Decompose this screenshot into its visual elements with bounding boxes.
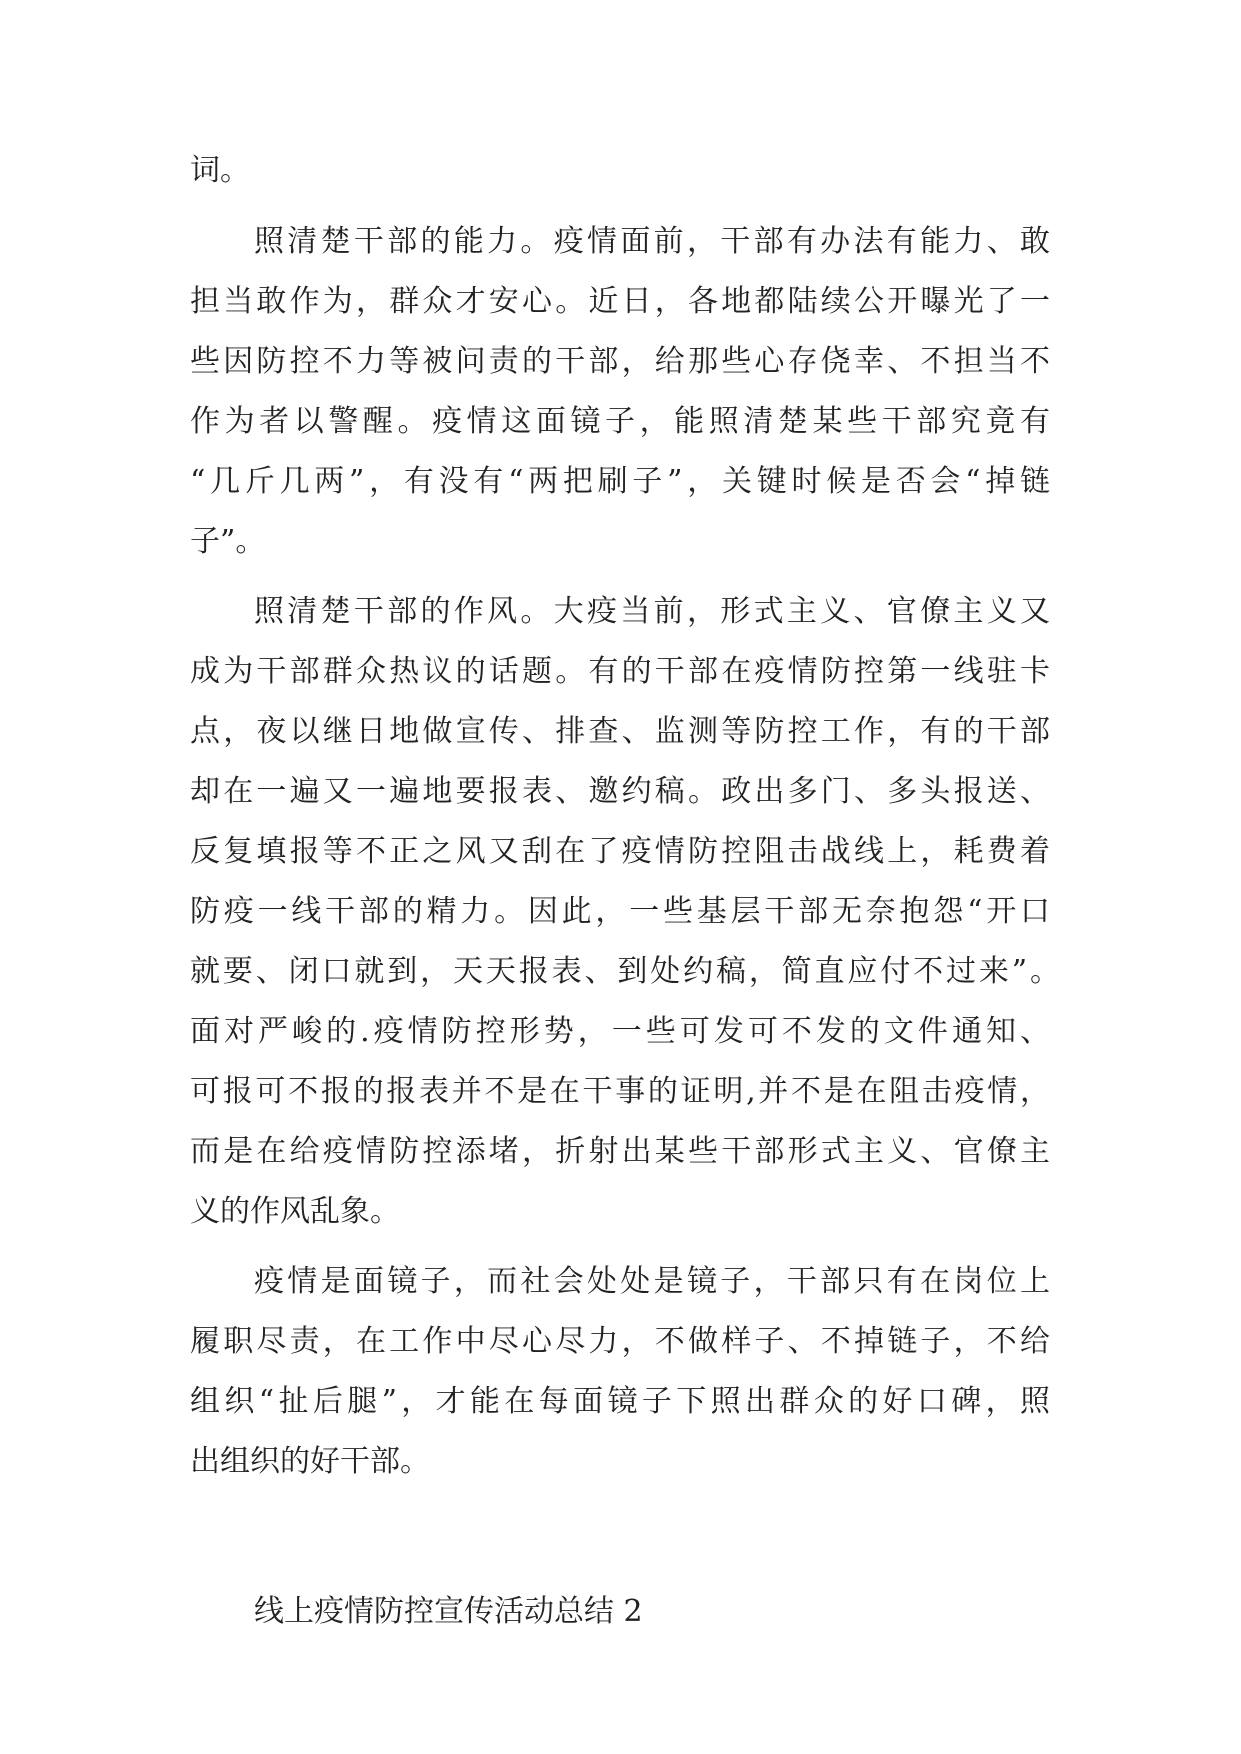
line-text: 出组织的好干部。: [190, 1444, 430, 1479]
text-line: [0, 884, 1241, 940]
text-line: [0, 1124, 1241, 1180]
text-line: [0, 1434, 1241, 1490]
text-line: [0, 143, 1241, 199]
text-line: [0, 514, 1241, 570]
text-line: [0, 704, 1241, 760]
line-text: “几斤几两”，有没有“两把刷子”，关键时候是否会“掉链: [190, 464, 1055, 499]
text-line: [0, 1254, 1241, 1310]
line-text: 担当敢作为，群众才安心。近日，各地都陆续公开曝光了一: [190, 284, 1054, 319]
text-line: [0, 944, 1241, 1000]
line-text: 作为者以警醒。疫情这面镜子，能照清楚某些干部究竟有: [190, 404, 1055, 439]
line-text: 可报可不报的报表并不是在干事的证明,并不是在阻击疫情，: [190, 1074, 1053, 1109]
text-line: [0, 1004, 1241, 1060]
text-line: [0, 764, 1241, 820]
line-text: 点，夜以继日地做宣传、排查、监测等防控工作，有的干部: [190, 714, 1054, 749]
text-line: [0, 394, 1241, 450]
line-text: 防疫一线干部的精力。因此，一些基层干部无奈抱怨“开口: [190, 894, 1054, 929]
line-text: 照清楚干部的作风。大疫当前，形式主义、官僚主义又: [254, 594, 1054, 629]
text-line: [0, 454, 1241, 510]
line-text: 成为干部群众热议的话题。有的干部在疫情防控第一线驻卡: [190, 654, 1054, 689]
line-text: 就要、闭口就到，天天报表、到处约稿，简直应付不过来”。: [190, 954, 1063, 989]
line-text: 词。: [190, 153, 250, 188]
text-line: [0, 644, 1241, 700]
text-line: [0, 214, 1241, 270]
text-line: [0, 334, 1241, 390]
text-line: [0, 274, 1241, 330]
text-line: [0, 1064, 1241, 1120]
line-text: 面对严峻的.疫情防控形势，一些可发可不发的文件通知、: [190, 1014, 1055, 1049]
line-text: 却在一遍又一遍地要报表、邀约稿。政出多门、多头报送、: [190, 774, 1054, 809]
text-line: [0, 824, 1241, 880]
line-text: 组织“扯后腿”，才能在每面镜子下照出群众的好口碑，照: [190, 1384, 1055, 1419]
text-line: [0, 1184, 1241, 1240]
line-text: 些因防控不力等被问责的干部，给那些心存侥幸、不担当不: [190, 344, 1054, 379]
line-text: 照清楚干部的能力。疫情面前，干部有办法有能力、敢: [254, 224, 1054, 259]
section-heading: [0, 1584, 1241, 1640]
line-text: 履职尽责，在工作中尽心尽力，不做样子、不掉链子，不给: [190, 1324, 1054, 1359]
text-line: [0, 1314, 1241, 1370]
text-line: [0, 1374, 1241, 1430]
heading-text: 线上疫情防控宣传活动总结 2: [254, 1594, 643, 1629]
line-text: 疫情是面镜子，而社会处处是镜子，干部只有在岗位上: [254, 1264, 1054, 1299]
line-text: 而是在给疫情防控添堵，折射出某些干部形式主义、官僚主: [190, 1134, 1054, 1169]
line-text: 反复填报等不正之风又刮在了疫情防控阻击战线上，耗费着: [190, 834, 1054, 869]
line-text: 义的作风乱象。: [190, 1194, 400, 1229]
line-text: 子”。: [190, 524, 266, 559]
text-line: [0, 584, 1241, 640]
